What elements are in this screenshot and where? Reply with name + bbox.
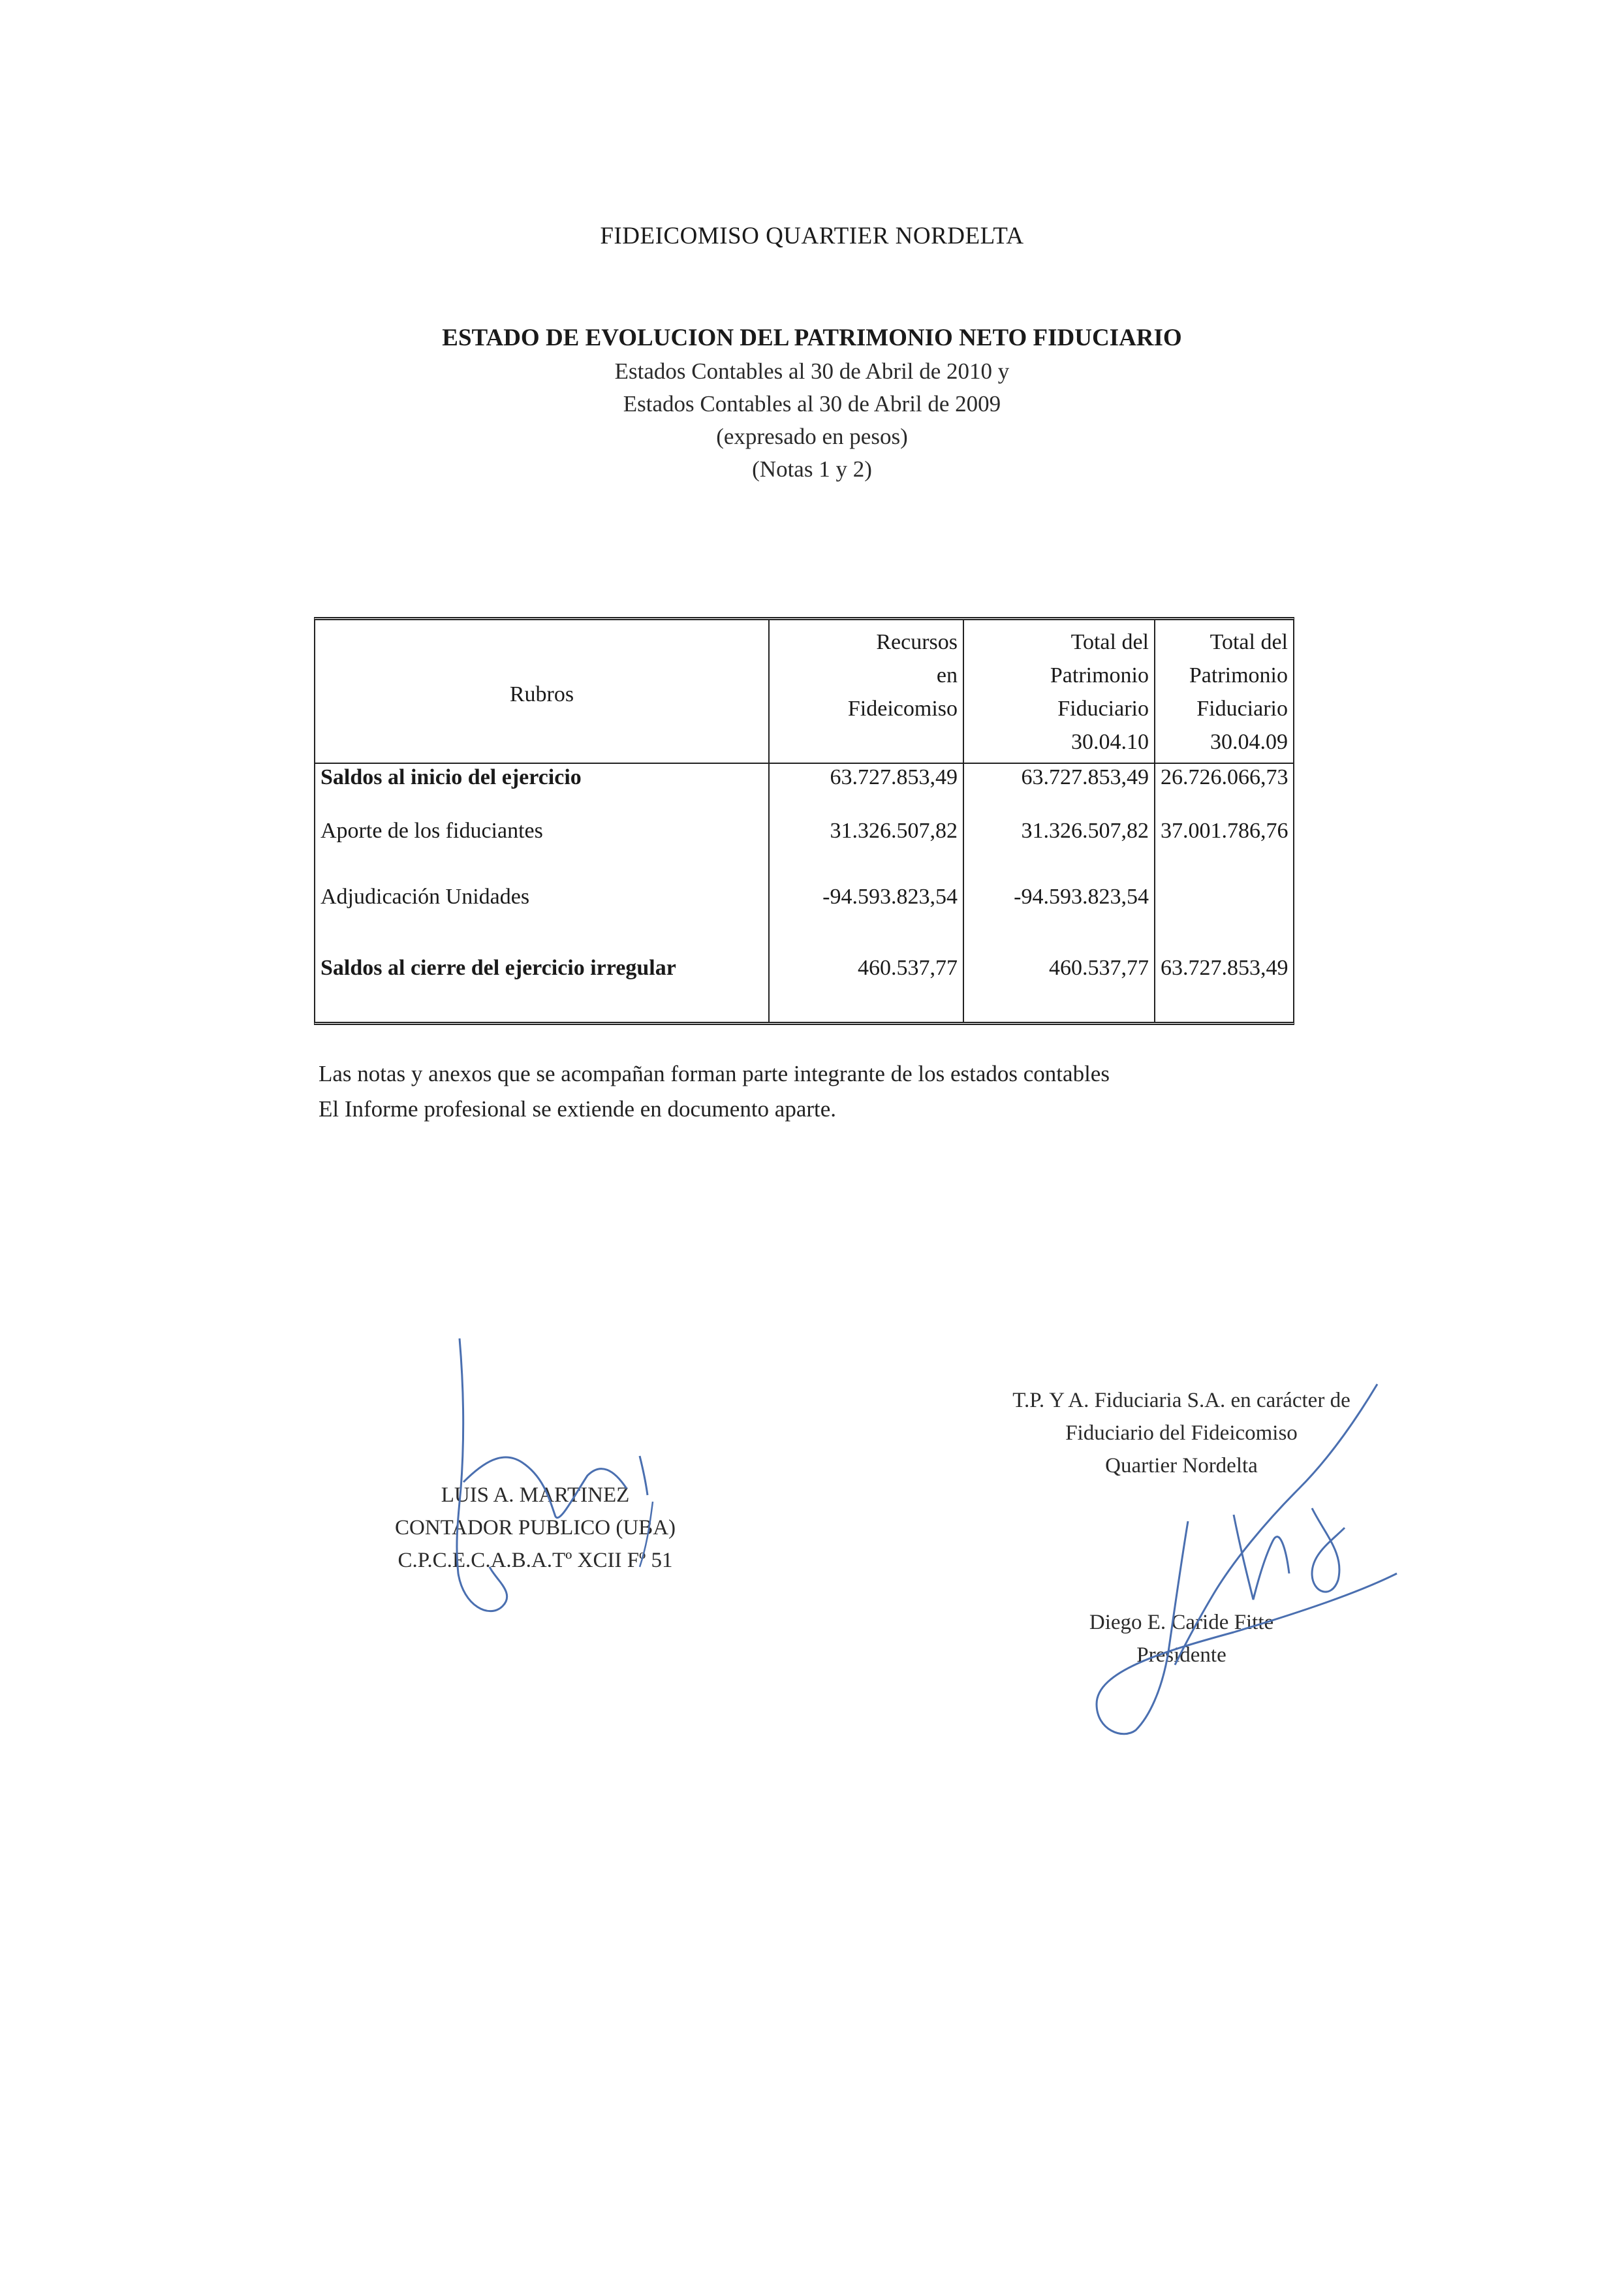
statement-currency-note: (expresado en pesos)	[716, 424, 908, 449]
row-label: Saldos al cierre del ejercicio irregular	[320, 955, 676, 980]
header-total-2009-line-3: Fiduciario	[1196, 697, 1288, 721]
cell-total-2009	[1155, 864, 1293, 930]
cell-recursos: 460.537,77	[769, 930, 963, 1022]
cell-recursos: 31.326.507,82	[769, 798, 963, 864]
table-row	[315, 930, 1293, 1022]
header-total-2010-line-4: 30.04.10	[1071, 730, 1149, 754]
equity-evolution-table	[314, 617, 1294, 1025]
accountant-name: LUIS A. MARTINEZ	[441, 1483, 630, 1507]
cell-recursos: 63.727.853,49	[769, 763, 963, 798]
company-name: FIDEICOMISO QUARTIER NORDELTA	[600, 223, 1024, 249]
cell-total-2009: 26.726.066,73	[1155, 763, 1293, 798]
trustee-line-2: Fiduciario del Fideicomiso	[1065, 1421, 1298, 1445]
footnote-2: El Informe profesional se extiende en documento aparte.	[319, 1096, 837, 1122]
accountant-signature-block	[366, 1479, 705, 1577]
footnote-1: Las notas y anexos que se acompañan forman parte integrante de los estados contables	[319, 1061, 1110, 1086]
row-label: Adjudicación Unidades	[320, 884, 530, 909]
cell-recursos: -94.593.823,54	[769, 864, 963, 930]
header-recursos-line-2: en	[936, 663, 958, 687]
president-name: Diego E. Caride Fitte	[1089, 1611, 1274, 1634]
footnotes	[319, 1056, 1110, 1127]
trustee-signature-block	[973, 1384, 1390, 1671]
accountant-registry: C.P.C.E.C.A.B.A.Tº XCII Fº 51	[398, 1549, 673, 1572]
statement-heading	[0, 321, 1624, 486]
header-total-2010-line-1: Total del	[1070, 630, 1149, 654]
cell-total-2010: -94.593.823,54	[963, 864, 1155, 930]
cell-total-2010: 63.727.853,49	[963, 763, 1155, 798]
cell-total-2009: 63.727.853,49	[1155, 930, 1293, 1022]
table-header-row	[315, 620, 1293, 763]
header-total-2009-line-4: 30.04.09	[1210, 730, 1288, 754]
cell-total-2010: 460.537,77	[963, 930, 1155, 1022]
row-label: Aporte de los fiduciantes	[320, 819, 543, 844]
statement-notes-reference: (Notas 1 y 2)	[752, 456, 872, 482]
header-recursos	[769, 620, 963, 763]
table-row	[315, 798, 1293, 864]
trustee-line-1: T.P. Y A. Fiduciaria S.A. en carácter de	[1012, 1389, 1351, 1412]
statement-title: ESTADO DE EVOLUCION DEL PATRIMONIO NETO FIDUCIARIO	[442, 324, 1182, 351]
statement-subtitle-2: Estados Contables al 30 de Abril de 2009	[623, 391, 1001, 417]
header-total-2009	[1155, 620, 1293, 763]
header-recursos-line-3: Fideicomiso	[847, 697, 958, 721]
table-row	[315, 864, 1293, 930]
header-total-2010-line-2: Patrimonio	[1050, 663, 1149, 687]
header-total-2010	[963, 620, 1155, 763]
header-recursos-line-1: Recursos	[876, 630, 958, 654]
cell-total-2010: 31.326.507,82	[963, 798, 1155, 864]
accountant-title: CONTADOR PUBLICO (UBA)	[394, 1516, 676, 1540]
president-title: Presidente	[1136, 1643, 1226, 1667]
header-total-2009-line-2: Patrimonio	[1189, 663, 1288, 687]
trustee-line-3: Quartier Nordelta	[1105, 1454, 1258, 1477]
statement-subtitle-1: Estados Contables al 30 de Abril de 2010 y	[614, 358, 1010, 384]
header-total-2010-line-3: Fiduciario	[1057, 697, 1149, 721]
table-row	[315, 763, 1293, 798]
cell-total-2009: 37.001.786,76	[1155, 798, 1293, 864]
header-rubros: Rubros	[315, 620, 769, 763]
row-label: Saldos al inicio del ejercicio	[320, 765, 582, 789]
header-total-2009-line-1: Total del	[1210, 630, 1288, 654]
